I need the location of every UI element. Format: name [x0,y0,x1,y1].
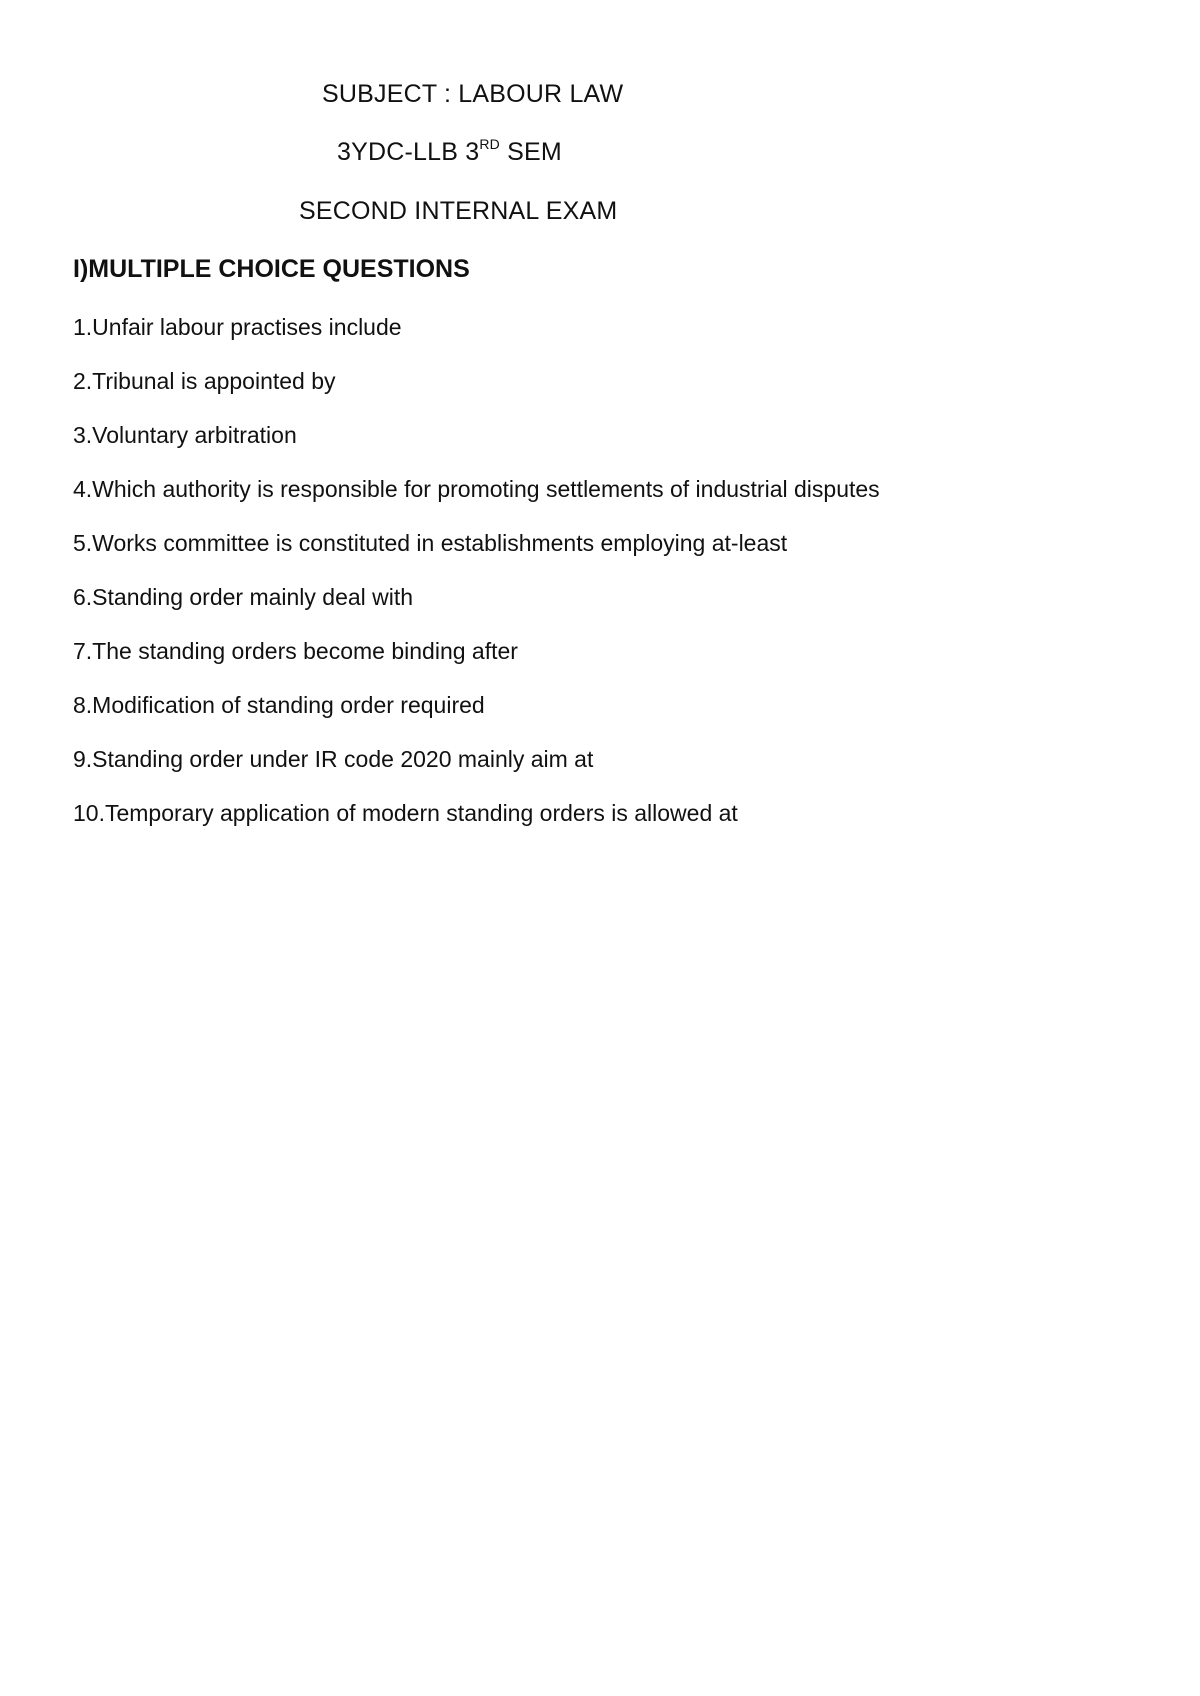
question-item: 3.Voluntary arbitration [73,422,297,448]
question-item: 8.Modification of standing order required [73,692,485,718]
question-item: 7.The standing orders become binding after [73,638,518,664]
question-item: 4.Which authority is responsible for promoting settlements of industrial disputes [73,476,880,502]
course-heading [337,135,562,167]
course-suffix: SEM [499,138,562,166]
question-item: 5.Works committee is constituted in establishments employing at-least [73,530,788,556]
question-item: 10.Temporary application of modern standing orders is allowed at [73,800,738,826]
question-item: 1.Unfair labour practises include [73,314,402,340]
question-list [73,312,880,852]
question-item: 9.Standing order under IR code 2020 mainly aim at [73,746,594,772]
subject-heading: SUBJECT : LABOUR LAW [322,80,624,108]
course-superscript: RD [479,135,500,152]
course-prefix: 3YDC-LLB 3 [337,138,480,166]
question-item: 2.Tribunal is appointed by [73,368,336,394]
question-item: 6.Standing order mainly deal with [73,584,414,610]
section-title: I)MULTIPLE CHOICE QUESTIONS [73,255,470,283]
exam-heading: SECOND INTERNAL EXAM [299,197,618,225]
